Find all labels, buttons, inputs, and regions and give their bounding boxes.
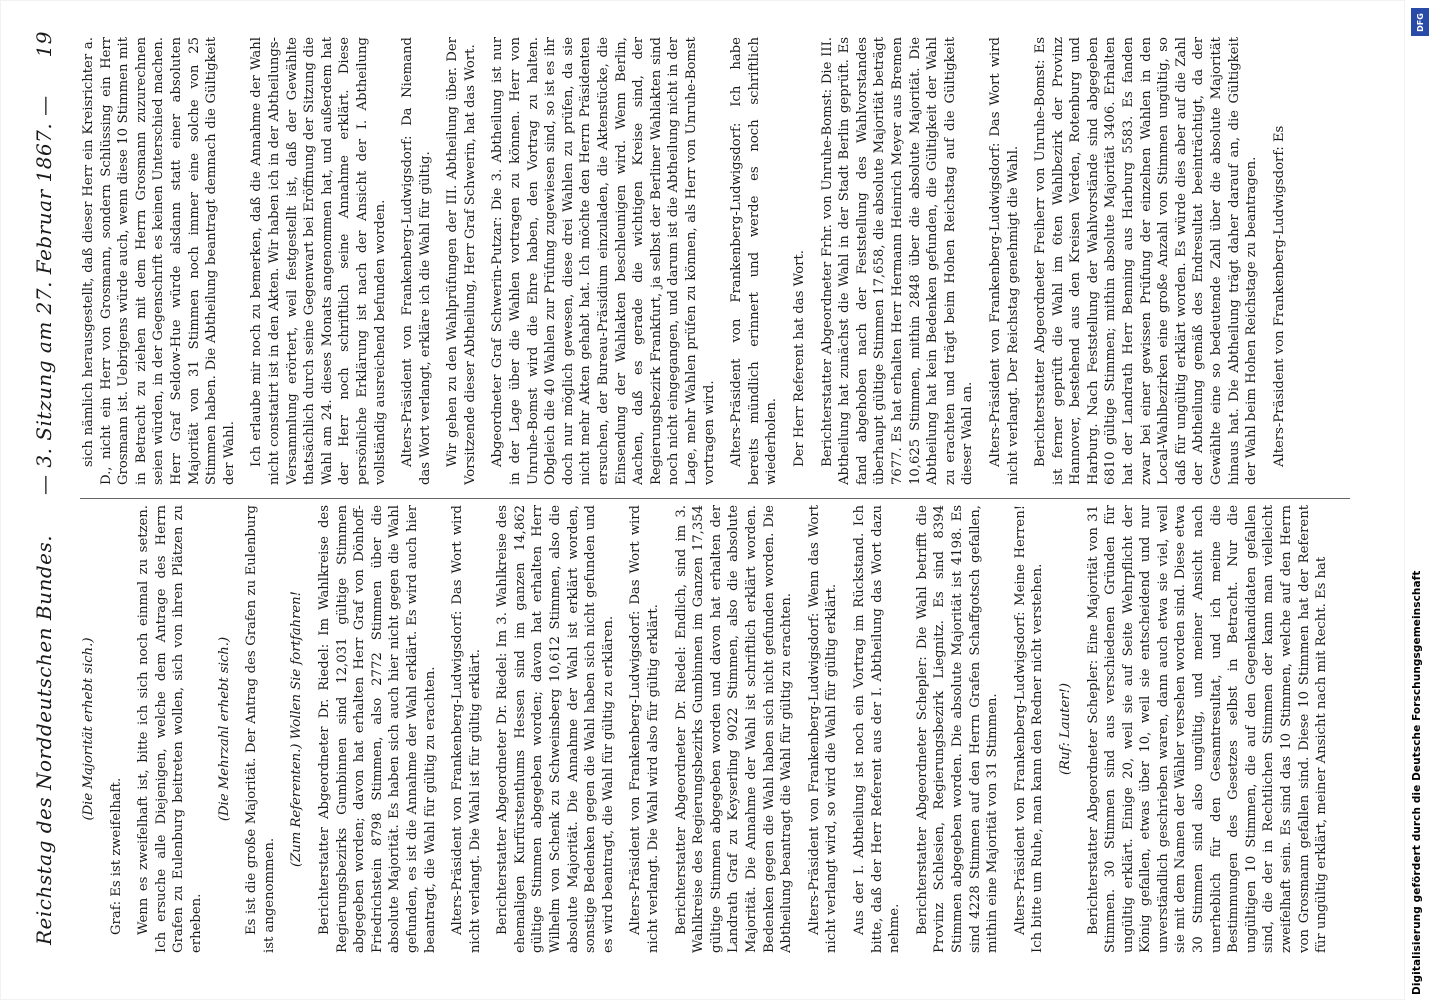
left-column-paragraph: (Zum Referenten.) Wollen Sie fortfahren! [289, 591, 305, 867]
right-column-paragraph: sich nämlich herausgestellt, daß dieser Herr ein Kreisrichter a. D., nicht ein Herr von Grosmann, sondern Schlüssing ein Herr Grosmann ist. Uebrigens würde auch, wenn diese 10 Stimmen mit in Betracht zu ziehen mit dem Herrn Grosmann zuzurechnen seien würden, in der Gegenschrift es keinen Unterschied machen. Herr Graf Seldow-Hue würde alsdann statt einer absoluten Majorität von 31 Stimmen noch immer eine solche von 25 Stimmen haben. Die Abtheilung beantragt demnach die Gültigkeit der Wahl. [81, 37, 237, 485]
right-column-paragraph: Alters-Präsident von Frankenberg-Ludwigsdorf: Das Wort wird nicht verlangt. Der Reichstag genehmigt die Wahl. [987, 37, 1021, 485]
credit-text: Digitalisierung gefördert durch die Deutsche Forschungsgemeinschaft [1411, 570, 1423, 995]
left-column-paragraph: Alters-Präsident von Frankenberg-Ludwigsdorf: Das Wort wird nicht verlangt. Die Wahl wird also für gültig erklärt. [628, 505, 662, 953]
right-column-paragraph: Alters-Präsident von Frankenberg-Ludwigsdorf: Ich habe bereits mündlich erinnert und werde es noch schriftlich wiederholen. [729, 37, 780, 485]
left-column-paragraph: Berichterstatter Abgeordneter Schepler: Die Wahl betrifft die Provinz Schlesien, Regierungsbezirk Liegnitz. Es sind 8394 Stimmen abgegeben worden. Die absolute Majorität ist 4198. Es sind 4228 Stimmen auf den Herrn Grafen Schaffgotsch gefallen, mithin eine Majorität von 31 Stimmen. [914, 505, 1001, 953]
text-columns [80, 25, 1350, 965]
right-column-paragraph: Ich erlaube mir noch zu bemerken, daß die Annahme der Wahl nicht constatirt ist in den Akten. Wir haben ich in der Abtheilungs-Versammlung erörtert, weil festgestellt ist, daß der Gewählte thatsächlich durch seine Gegenwart bei Eröffnung der Sitzung die Wahl am 24. dieses Monats angenommen hat, und außerdem hat der Herr noch schriftlich seine Annahme erklärt. Diese persönliche Erklärung ist nach der Ansicht der I. Abtheilung vollständig ausreichend befunden worden. [249, 37, 388, 485]
right-column [80, 37, 1350, 485]
left-column-paragraph: Wenn es zweifelhaft ist, bitte ich sich noch einmal zu setzen. Ich ersuche alle Diejenigen, welche dem Antrage des Herrn Grafen zu Eulenburg beitreten wollen, sich von ihren Plätzen zu erheben. [136, 505, 204, 953]
left-column-paragraph: Alters-Präsident von Frankenberg-Ludwigsdorf: Das Wort wird nicht verlangt. Die Wahl ist für gültig erklärt. [450, 505, 483, 953]
left-column-paragraph: Berichterstatter Abgeordneter Dr. Riedel: Endlich, sind im 3. Wahlkreise des Regierungsbezirks Gumbinnen im Ganzen 17,354 gültige Stimmen abgegeben worden und davon hat erhalten der Landrath Graf zu Keyserling 9022 Stimmen, also die absolute Majorität. Die Annahme der Wahl ist schriftlich erklärt worden. Bedenken gegen die Wahl haben sich nicht gefunden worden. Die Abtheilung beantragt die Wahl für gültig zu erachten. [673, 505, 795, 953]
column-divider [80, 498, 1350, 499]
header-session-title: — 3. Sitzung am 27. Februar 1867. — [32, 95, 56, 495]
rotated-page [10, 15, 1370, 975]
right-column-paragraph: Berichterstatter Abgeordneter Frhr. von Unruhe-Bomst: Die III. Abtheilung hat zunächst die Wahl in der Stadt Berlin geprüft. Es fand abgehoben nach der Feststellung des Wahlvorstandes überhaupt gültige Stimmen 17,658, die absolute Majorität beträgt 7677. Es hat erhalten Herr Hermann Heinrich Meyer aus Bremen 10,625 Stimmen, mithin 2848 über die absolute Majorität. Die Abtheilung hat kein Bedenken gefunden, die Gültigkeit der Wahl zu erachten und trägt beim Hohen Reichstag auf die Gültigkeit dieser Wahl an. [819, 37, 976, 485]
left-column-paragraph: (Ruf: Lauter!) [1057, 682, 1073, 776]
left-column-paragraph: Es ist die große Majorität. Der Antrag des Grafen zu Eulenburg ist angenommen. [244, 505, 277, 953]
page-number: 19 [32, 31, 56, 58]
right-column-paragraph: Der Herr Referent hat das Wort. [791, 250, 807, 467]
right-column-paragraph: Berichterstatter Abgeordneter Freiherr von Unruhe-Bomst: Es ist ferner geprüft die Wahl im 6ten Wahlbezirk der Provinz Hannover, bestehend aus den Kreisen Verden, Rotenburg und Harburg. Nach Feststellung der Wahlvorstände sind abgegeben 6810 gültige Stimmen; mithin absolute Majorität 3406. Erhalten hat der Landrath Herr Benning aus Harburg 5583. Es fanden zwar bei einer gewissen Prüfung der einzelnen Wahlen in den Local-Wahlbezirken eine große Anzahl von Stimmen ungültig, so daß für ungültig erklärt worden. Es würde dies aber auf die Zahl der Abtheilung gemäß des Endresultat beeinträchtigt, da der Gewählte eine so bedeutende Zahl über die absolute Majorität hinaus hat. Die Abtheilung trägt daher darauf an, die Gültigkeit der Wahl beim Hohen Reichstage zu beantragen. [1033, 37, 1260, 485]
left-column-paragraph: Alters-Präsident von Frankenberg-Ludwigsdorf: Meine Herren! Ich bitte um Ruhe, man kann den Redner nicht verstehen. [1012, 505, 1046, 953]
right-column-paragraph: Abgeordneter Graf Schwerin-Putzar: Die 3. Abtheilung ist nur in der Lage über die Wahlen vortragen zu können. Herr von Unruhe-Bomst wird die Ehre haben, den Vortrag zu halten. Obgleich die 40 Wahlen zur Prüfung zugewiesen sind, so ist es ihr doch nur möglich gewesen, diese drei Wahlen zu prüfen, da sie nicht mehr Akten gehabt hat. Ich möchte den Herrn Präsidenten ersuchen, der Bureau-Präsidium einzuladen, die Aktenstücke, die Einsendung der Wahlakten beschleunigen wird. Wenn Berlin, Aachen, daß es gerade die wichtigen Kreise sind, der Regierungsbezirk Frankfurt, ja selbst der Berliner Wahlakten sind noch nicht eingegangen, und darum ist die Abtheilung nicht in der Lage, mehr Wahlen prüfen zu können, als Herr von Unruhe-Bomst vortragen wird. [490, 37, 717, 485]
left-column-paragraph: (Die Mehrzahl erhebt sich.) [216, 636, 232, 822]
left-column-paragraph: Berichterstatter Abgeordneter Dr. Riedel: Im Wahlkreise des Regierungsbezirks Gumbinnen sind 12,031 gültige Stimmen abgegeben worden; davon hat erhalten Herr Graf von Dönhoff-Friedrichstein 8798 Stimmen, also 2772 Stimmen über die absolute Majorität. Es haben sich auch hier nicht gegen die Wahl gefunden, es ist die Annahme der Wahl erklärt. Es wird auch hier beantragt, die Wahl für gültig zu erachten. [316, 505, 438, 953]
left-column-paragraph: Graf: Es ist zweifelhaft. [108, 777, 124, 935]
left-column-paragraph: Berichterstatter Abgeordneter Dr. Riedel: Im 3. Wahlkreise des ehemaligen Kurfürstenthums Hessen sind im ganzen 14,862 gültige Stimmen abgegeben worden; davon hat erhalten Herr Wilhelm von Schenk zu Schweinsberg 10,612 Stimmen, also die absolute Majorität. Die Annahme der Wahl ist erklärt worden, sonstige Bedenken gegen die Wahl haben sich nicht gefunden und es wird beantragt, die Wahl für gültig zu erklären. [495, 505, 616, 953]
header-left-title: Reichstag des Norddeutschen Bundes. [32, 534, 56, 945]
left-column-paragraph: Alters-Präsident von Frankenberg-Ludwigsdorf: Wenn das Wort nicht verlangt wird, so wird die Wahl für gültig erklärt. [806, 505, 840, 953]
left-column-paragraph: (Die Majorität erhebt sich.) [81, 637, 96, 821]
left-column-paragraph: Berichterstatter Abgeordneter Schepler: Eine Majorität von 31 Stimmen. 30 Stimmen sind aus verschiedenen Gründen für ungültig erklärt. Einige 20, weil sie auf Seite Wehrpflicht der König gefallen, etwas über 10, weil sie entscheidend und nur unverständlich geschrieben waren, dann auch etwa sie viel, weil sie mit dem Namen der Wähler versehen worden sind. Diese etwa 30 Stimmen sind also ungültig, und meiner Ansicht nach unerheblich für den Gesamtresultat, und ich meine die Bestimmungen des Gesetzes selbst in Betracht. Nur die ungültigen 10 Stimmen, die auf den Gegenkandidaten gefallen sind, die der in Rechtlichen Stimmen der kann man vielleicht zweifelhaft sein. Es sind das 10 Stimmen, welche auf den Herrn von Grosmann gefallen sind. Diese 10 Stimmen hat der Referent für ungültig erklärt, meiner Ansicht nach mit Recht. Es hat [1085, 505, 1330, 953]
left-column-paragraph: Aus der I. Abtheilung ist noch ein Vortrag im Rückstand. Ich bitte, daß der Herr Referent aus der I. Abtheilung das Wort dazu nehme. [851, 505, 903, 953]
credit-strip [1406, 0, 1432, 1000]
right-column-paragraph: Alters-Präsident von Frankenberg-Ludwigsdorf: Es [1271, 125, 1287, 467]
left-column [80, 505, 1350, 953]
dfg-logo: DFG [1411, 8, 1429, 36]
right-column-paragraph: Wir gehen zu den Wahlprüfungen der III. Abtheilung über. Der Vorsitzende dieser Abtheilung, Herr Graf Schwerin, hat das Wort. [445, 37, 478, 485]
right-column-paragraph: Alters-Präsident von Frankenberg-Ludwigsdorf: Da Niemand das Wort verlangt, erkläre ich die Wahl für gültig. [400, 37, 433, 485]
page-header [32, 25, 64, 965]
